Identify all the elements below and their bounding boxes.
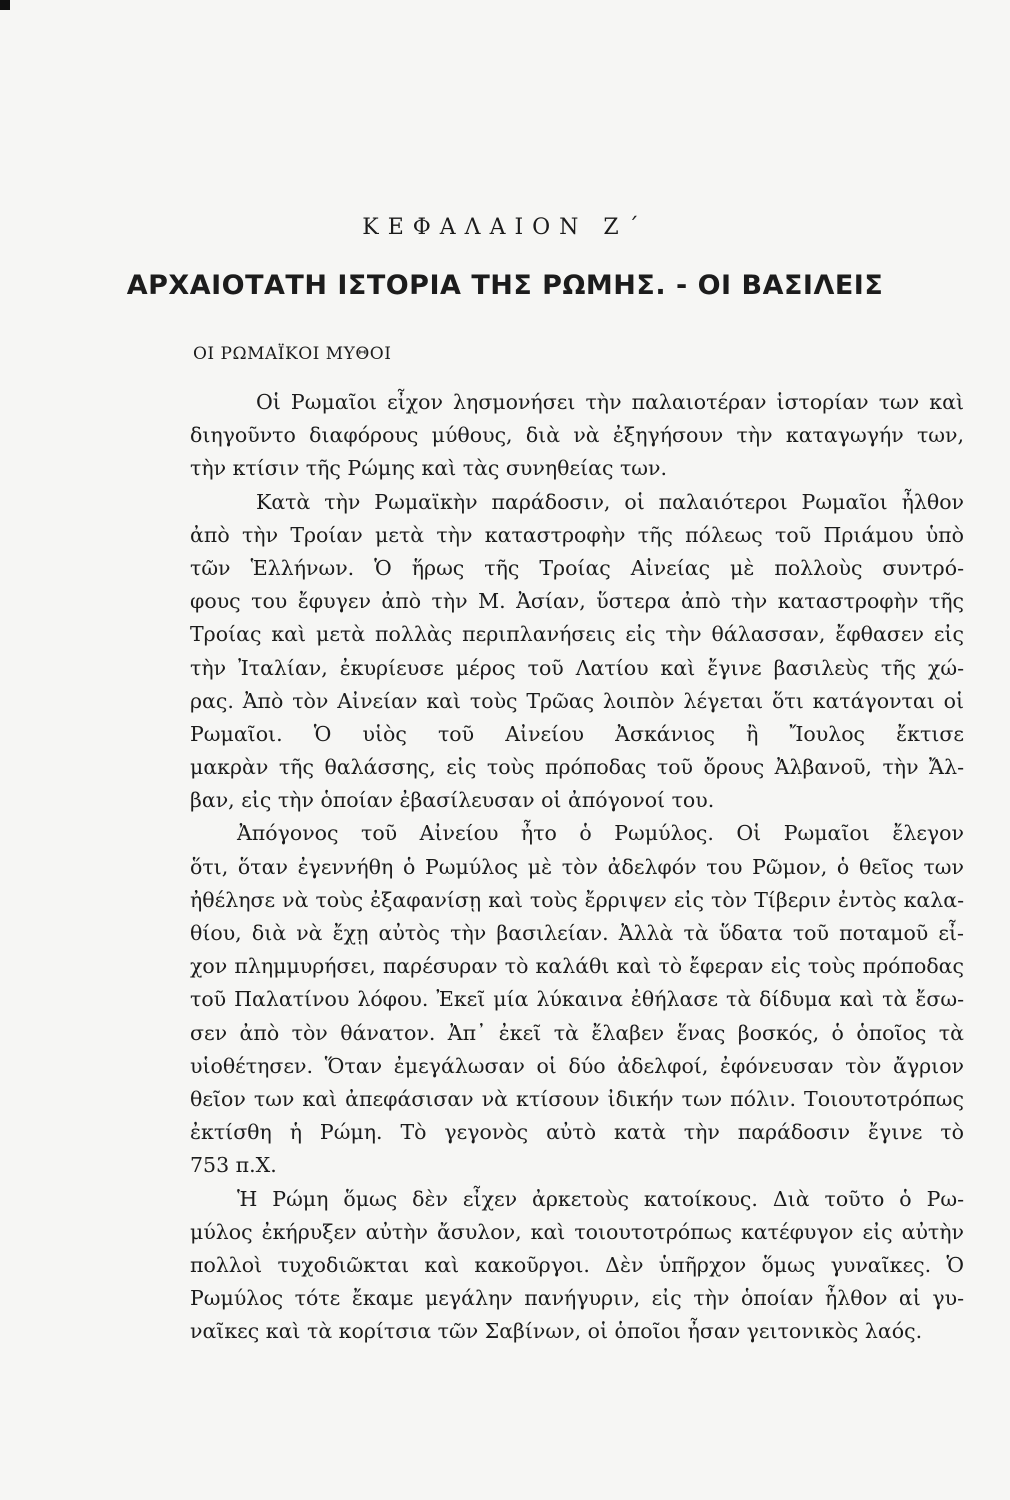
text-line: ἀπὸ τὴν Τροίαν μετὰ τὴν καταστροφὴν τῆς πόλεως τοῦ Πριάμου ὑπὸ	[190, 522, 964, 547]
text-line: τὴν Ἰταλίαν, ἐκυρίευσε μέρος τοῦ Λατίου καὶ ἔγινε βασιλεὺς τῆς χώ-	[190, 655, 964, 680]
text-line: Ρωμύλος τότε ἔκαμε μεγάλην πανήγυριν, εἰς τὴν ὁποίαν ἦλθον αἱ γυ-	[190, 1286, 964, 1311]
scan-corner-mark	[0, 0, 10, 10]
text-line: Οἱ Ρωμαῖοι εἶχον λησμονήσει τὴν παλαιοτέραν ἱστορίαν των καὶ	[256, 390, 964, 414]
text-line: υἱοθέτησεν. Ὅταν ἐμεγάλωσαν οἱ δύο ἀδελφοί, ἐφόνευσαν τὸν ἄγριον	[190, 1053, 964, 1078]
text-line: θεῖον των καὶ ἀπεφάσισαν νὰ κτίσουν ἰδικήν των πόλιν. Τοιουτοτρόπως	[190, 1086, 964, 1111]
text-line: τὴν κτίσιν τῆς Ρώμης καὶ τὰς συνηθείας των.	[190, 456, 668, 481]
text-line: ὅτι, ὅταν ἐγεννήθη ὁ Ρωμύλος μὲ τὸν ἀδελφόν του Ρῶμον, ὁ θεῖος των	[190, 854, 964, 879]
text-line: μύλος ἐκήρυξεν αὐτὴν ἄσυλον, καὶ τοιουτοτρόπως κατέφυγον εἰς αὐτὴν	[190, 1219, 964, 1244]
text-line: Ἀπόγονος τοῦ Αἰνείου ἦτο ὁ Ρωμύλος. Οἱ Ρωμαῖοι ἔλεγον	[237, 821, 964, 846]
text-line: χον πλημμυρήσει, παρέσυραν τὸ καλάθι καὶ τὸ ἔφεραν εἰς τοὺς πρόποδας	[190, 954, 964, 979]
text-line: ναῖκες καὶ τὰ κορίτσια τῶν Σαβίνων, οἱ ὁποῖοι ἦσαν γειτονικὸς λαός.	[190, 1319, 923, 1344]
text-line: ἠθέλησε νὰ τοὺς ἐξαφανίσῃ καὶ τοὺς ἔρριψεν εἰς τὸν Τίβεριν ἐντὸς καλα-	[190, 887, 964, 912]
text-line: Τροίας καὶ μετὰ πολλὰς περιπλανήσεις εἰς τὴν θάλασσαν, ἔφθασεν εἰς	[190, 622, 964, 647]
body-text	[190, 386, 964, 1348]
text-line: Ἡ Ρώμη ὅμως δὲν εἶχεν ἀρκετοὺς κατοίκους. Διὰ τοῦτο ὁ Ρω-	[237, 1186, 964, 1211]
text-line: θίου, διὰ νὰ ἔχῃ αὐτὸς τὴν βασιλείαν. Ἀλλὰ τὰ ὕδατα τοῦ ποταμοῦ εἶ-	[190, 921, 964, 945]
text-line: ρας. Ἀπὸ τὸν Αἰνείαν καὶ τοὺς Τρῶας λοιπὸν λέγεται ὅτι κατάγονται οἱ	[190, 688, 964, 713]
chapter-heading: ΚΕΦΑΛΑΙΟΝ Ζ΄	[362, 215, 648, 240]
text-line: ἐκτίσθη ἡ Ρώμη. Τὸ γεγονὸς αὐτὸ κατὰ τὴν παράδοσιν ἔγινε τὸ	[190, 1120, 964, 1145]
section-heading: ΟΙ ΡΩΜΑΪΚΟΙ ΜΥΘΟΙ	[193, 344, 392, 364]
text-line: μακρὰν τῆς θαλάσσης, εἰς τοὺς πρόποδας τοῦ ὄρους Ἀλβανοῦ, τὴν Ἄλ-	[190, 755, 964, 780]
text-line: σεν ἀπὸ τὸν θάνατον. Ἀπ᾽ ἐκεῖ τὰ ἔλαβεν ἕνας βοσκός, ὁ ὁποῖος τὰ	[190, 1020, 964, 1045]
text-line: τοῦ Παλατίνου λόφου. Ἐκεῖ μία λύκαινα ἐθήλασε τὰ δίδυμα καὶ τὰ ἔσω-	[190, 987, 964, 1012]
text-line: Ρωμαῖοι. Ὁ υἱὸς τοῦ Αἰνείου Ἀσκάνιος ἢ Ἴουλος ἔκτισε	[190, 721, 964, 746]
text-line: βαν, εἰς τὴν ὁποίαν ἐβασίλευσαν οἱ ἀπόγονοί του.	[190, 788, 715, 813]
text-line: διηγοῦντο διαφόρους μύθους, διὰ νὰ ἐξηγήσουν τὴν καταγωγήν των,	[190, 423, 964, 448]
text-line: τῶν Ἑλλήνων. Ὁ ἥρως τῆς Τροίας Αἰνείας μὲ πολλοὺς συντρό-	[190, 555, 964, 580]
text-line: 753 π.Χ.	[190, 1153, 277, 1178]
text-line: Κατὰ τὴν Ρωμαϊκὴν παράδοσιν, οἱ παλαιότεροι Ρωμαῖοι ἦλθον	[256, 489, 964, 514]
text-line: πολλοὶ τυχοδιῶκται καὶ κακοῦργοι. Δὲν ὑπῆρχον ὅμως γυναῖκες. Ὁ	[190, 1252, 964, 1277]
page-title: ΑΡΧΑΙΟΤΑΤΗ ΙΣΤΟΡΙΑ ΤΗΣ ΡΩΜΗΣ. - ΟΙ ΒΑΣΙΛΕΙΣ	[126, 270, 884, 301]
text-line: φους του ἔφυγεν ἀπὸ τὴν Μ. Ἀσίαν, ὕστερα ἀπὸ τὴν καταστροφὴν τῆς	[190, 589, 964, 614]
